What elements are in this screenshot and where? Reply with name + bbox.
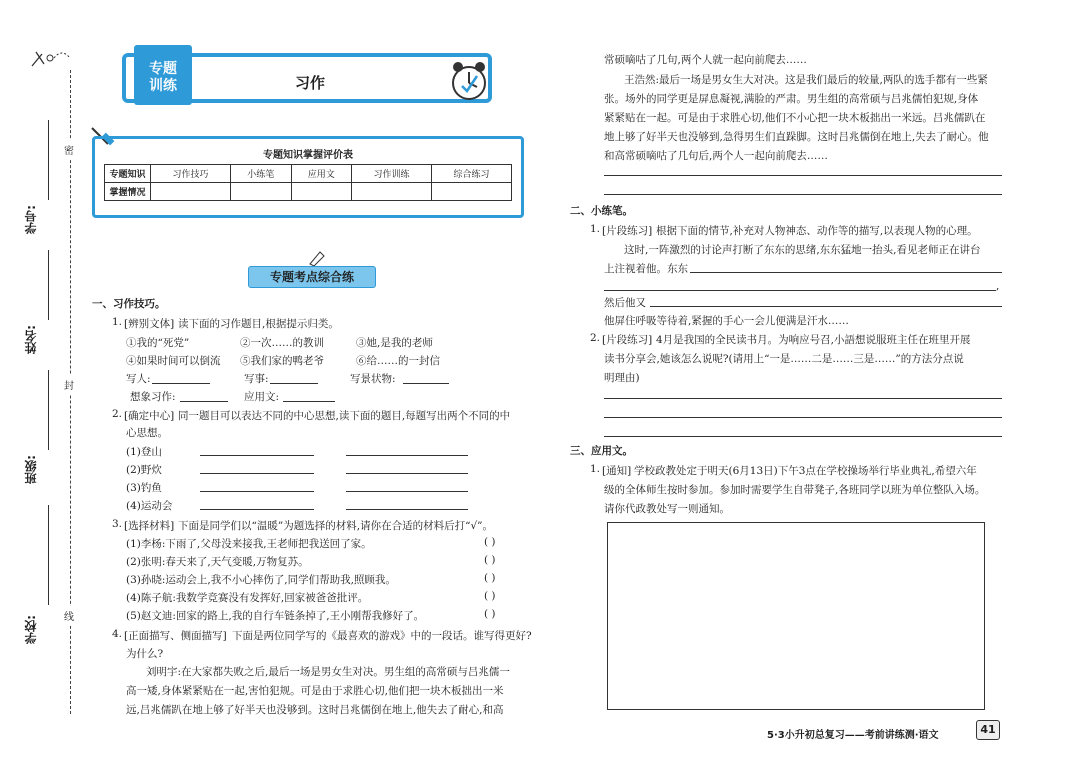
q4-text-2: 为什么?	[126, 648, 164, 660]
tab-line-2: 训练	[149, 78, 177, 94]
wang-para-line-1: 王浩然:最后一场是男女生大对决。这是我们最后的较量,两队的选手都有一些紧	[624, 74, 988, 86]
q4-number: 4.	[112, 628, 123, 640]
q1-title-6: ⑥给……的一封信	[356, 355, 440, 367]
s2q1-tag: [片段练习]	[602, 225, 653, 237]
q3-answer-paren[interactable]: ( )	[484, 536, 496, 548]
answer-line[interactable]	[650, 306, 1002, 307]
q2-text-1: 同一题目可以表达不同的中心思想,读下面的题目,每题写出两个不同的中	[178, 410, 511, 422]
q3-answer-paren[interactable]: ( )	[484, 590, 496, 602]
name-label: 姓名:	[24, 325, 38, 354]
q4-text-1: 下面是两位同学写的《最喜欢的游戏》中的一段话。谁写得更好?	[232, 630, 532, 642]
answer-blank[interactable]	[346, 473, 468, 474]
cut-mark-feng: 封	[64, 375, 74, 394]
alarm-clock-icon	[446, 58, 492, 104]
s3q1-text-3: 请你代政教处写一则通知。	[604, 503, 730, 515]
eval-cell[interactable]	[151, 183, 231, 201]
answer-blank[interactable]	[346, 509, 468, 510]
eval-col-1: 习作技巧	[151, 165, 231, 183]
q3-item-1: (1)李杨:下雨了,父母没来接我,王老师把我送回了家。	[126, 538, 372, 550]
answer-blank[interactable]	[180, 401, 228, 402]
eval-header-row	[105, 165, 512, 183]
eval-col-4: 习作训练	[352, 165, 432, 183]
answer-blank[interactable]	[200, 455, 314, 456]
s2q1-text: 根据下面的情节,补充对人物神态、动作等的描写,以表现人物的心理。	[656, 225, 978, 237]
eval-cell[interactable]	[291, 183, 352, 201]
answer-blank[interactable]	[152, 383, 210, 384]
answer-line[interactable]	[604, 290, 996, 291]
q4-para-line-2: 高一矮,身体紧紧贴在一起,害怕犯规。可是由于求胜心切,他们把一块木板拙出一米	[126, 685, 504, 697]
q2-item-3: (3)钓鱼	[126, 482, 162, 494]
q2-tag: [确定中心]	[124, 410, 175, 422]
eval-col-3: 应用文	[291, 165, 352, 183]
eval-cell[interactable]	[230, 183, 291, 201]
eval-row2-head: 掌握情况	[105, 183, 151, 201]
q3-item-3: (3)孙晓:运动会上,我不小心摔伤了,同学们帮助我,照顾我。	[126, 574, 396, 586]
section-banner: 专题考点综合练	[248, 266, 376, 288]
q1-text: 读下面的习作题目,根据提示归类。	[178, 318, 339, 330]
eval-mastery-row	[105, 183, 512, 201]
q3-item-2: (2)张明:春天来了,天气变暖,万物复苏。	[126, 556, 309, 568]
s2q1-line-2: 上注视着他。东东	[604, 263, 688, 275]
answer-line[interactable]	[604, 175, 1002, 176]
para-continuation: 常硕嘀咕了几句,两个人就一起向前爬去……	[604, 54, 807, 66]
q2-item-2: (2)野炊	[126, 464, 162, 476]
q1-cat-scene: 写景状物:	[350, 373, 396, 385]
answer-line[interactable]	[604, 436, 1002, 437]
q3-tag: [选择材料]	[124, 520, 175, 532]
tab-line-1: 专题	[149, 61, 177, 77]
page-title: 习作	[294, 74, 325, 92]
s3q1-text-1: 学校政教处定于明天(6月13日)下午3点在学校操场举行毕业典礼,希望六年	[634, 465, 977, 477]
s2q2-text-1: 4月是我国的全民读书月。为响应号召,小語想说服班主任在班里开展	[656, 334, 971, 346]
q2-item-1: (1)登山	[126, 446, 162, 458]
q1-number: 1.	[112, 316, 123, 328]
q1-title-4: ④如果时间可以倒流	[126, 355, 221, 367]
student-id-label: 学号:	[24, 205, 38, 234]
topic-training-tab	[134, 45, 192, 105]
cut-mark-xian: 线	[64, 606, 74, 625]
q4-para-line-3: 远,吕兆儒趴在地上够了好半天也没够到。这时吕兆儒倒在地上,他失去了耐心,和高	[126, 704, 504, 716]
q2-text-2: 心思想。	[126, 427, 168, 439]
answer-blank[interactable]	[200, 473, 314, 474]
q1-tag: [辨别文体]	[124, 318, 175, 330]
q1-title-1: ①我的“死党”	[126, 337, 190, 349]
answer-blank[interactable]	[200, 491, 314, 492]
wang-para-line-3: 紧紧贴在一起。可是由于求胜心切,他们不小心把一块木板拙出一米远。吕兆儒趴在	[604, 112, 986, 124]
q3-text: 下面是同学们以“温暖”为题选择的材料,请你在合适的材料后打“√”。	[178, 520, 493, 532]
school-label: 学校:	[24, 615, 38, 644]
q3-item-4: (4)陈子航:我数学竞赛没有发挥好,回家被爸爸批评。	[126, 592, 369, 604]
s2q1-line-3: 然后他又	[604, 297, 646, 309]
s3q1-tag: [通知]	[602, 465, 632, 477]
wang-para-line-5: 和高常硕嘀咕了几句后,两个人一起向前爬去……	[604, 150, 828, 162]
q3-answer-paren[interactable]: ( )	[484, 554, 496, 566]
q1-cat-person: 写人:	[126, 373, 151, 385]
s2q1-line-4: 他屏住呼吸等待着,紧握的手心一会儿便满是汗水……	[604, 315, 849, 327]
class-blank[interactable]	[48, 370, 49, 450]
wang-para-line-2: 张。场外的同学更是屏息凝视,满脸的严肃。男生组的高常硕与吕兆儒怕犯规,身体	[604, 93, 979, 105]
answer-line[interactable]	[604, 194, 1002, 195]
s3q1-text-2: 级的全体师生按时参加。参加时需要学生自带凳子,各班同学以班为单位整队入场。	[604, 484, 986, 496]
answer-line[interactable]	[604, 398, 1002, 399]
id-blank[interactable]	[48, 120, 49, 200]
eval-col-5: 综合练习	[432, 165, 512, 183]
eval-cell[interactable]	[352, 183, 432, 201]
q1-title-2: ②一次……的教训	[240, 337, 324, 349]
answer-blank[interactable]	[283, 401, 335, 402]
eval-table-title: 专题知识掌握评价表	[263, 150, 353, 161]
q4-para-line-1: 刘明宇:在大家都失败之后,最后一场是男女生对决。男生组的高常硕与吕兆儒一	[146, 666, 510, 678]
answer-blank[interactable]	[200, 509, 314, 510]
q4-tag: [正面描写、侧面描写]	[124, 630, 227, 642]
q1-cat-practical: 应用文:	[244, 391, 280, 403]
page-number: 41	[976, 720, 1000, 740]
eval-cell[interactable]	[432, 183, 512, 201]
notice-writing-box[interactable]	[607, 522, 985, 710]
s2q2-text-2: 读书分享会,她该怎么说呢?(请用上“一是……二是……三是……”的方法分点说	[604, 353, 964, 365]
answer-line[interactable]	[690, 272, 1002, 273]
s3q1-number: 1.	[590, 463, 601, 475]
s2q1-number: 1.	[590, 223, 601, 235]
wang-para-line-4: 地上够了好半天也没够到,急得男生们直跺脚。这时吕兆儒倒在地上,失去了耐心。他	[604, 131, 989, 143]
q3-answer-paren[interactable]: ( )	[484, 572, 496, 584]
q3-number: 3.	[112, 518, 123, 530]
eval-col-2: 小练笔	[230, 165, 291, 183]
q1-cat-imagine: 想象习作:	[130, 391, 176, 403]
section3-heading: 三、应用文。	[570, 445, 633, 457]
footer-text: 5·3小升初总复习——考前讲练测·语文	[767, 730, 939, 741]
answer-blank[interactable]	[270, 383, 318, 384]
q1-cat-event: 写事:	[244, 373, 269, 385]
q1-title-3: ③她,是我的老师	[356, 337, 433, 349]
name-blank[interactable]	[48, 250, 49, 320]
q1-title-5: ⑤我们家的鸭老爷	[240, 355, 324, 367]
s2q2-text-3: 明理由)	[604, 372, 640, 384]
s2q2-number: 2.	[590, 332, 601, 344]
s2q2-tag: [片段练习]	[602, 334, 653, 346]
q3-answer-paren[interactable]: ( )	[484, 608, 496, 620]
answer-line[interactable]	[604, 417, 1002, 418]
eval-table	[104, 164, 512, 201]
answer-blank[interactable]	[346, 491, 468, 492]
section2-heading: 二、小练笔。	[570, 205, 633, 217]
answer-blank[interactable]	[346, 455, 468, 456]
s2q1-line-1: 这时,一阵激烈的讨论声打断了东东的思绪,东东猛地一抬头,看见老师正在讲台	[624, 244, 981, 256]
school-blank[interactable]	[48, 505, 49, 605]
eval-row1-head: 专题知识	[105, 165, 151, 183]
section1-heading: 一、习作技巧。	[92, 298, 166, 310]
cut-mark-mi: 密	[64, 140, 74, 159]
q3-item-5: (5)赵文迪:回家的路上,我的自行车链条掉了,王小刚帮我修好了。	[126, 610, 425, 622]
pencil-icon	[306, 248, 326, 268]
comma-mark: ,	[996, 280, 1000, 292]
answer-blank[interactable]	[403, 383, 449, 384]
q2-number: 2.	[112, 408, 123, 420]
class-label: 班级:	[24, 455, 38, 484]
q2-item-4: (4)运动会	[126, 500, 173, 512]
